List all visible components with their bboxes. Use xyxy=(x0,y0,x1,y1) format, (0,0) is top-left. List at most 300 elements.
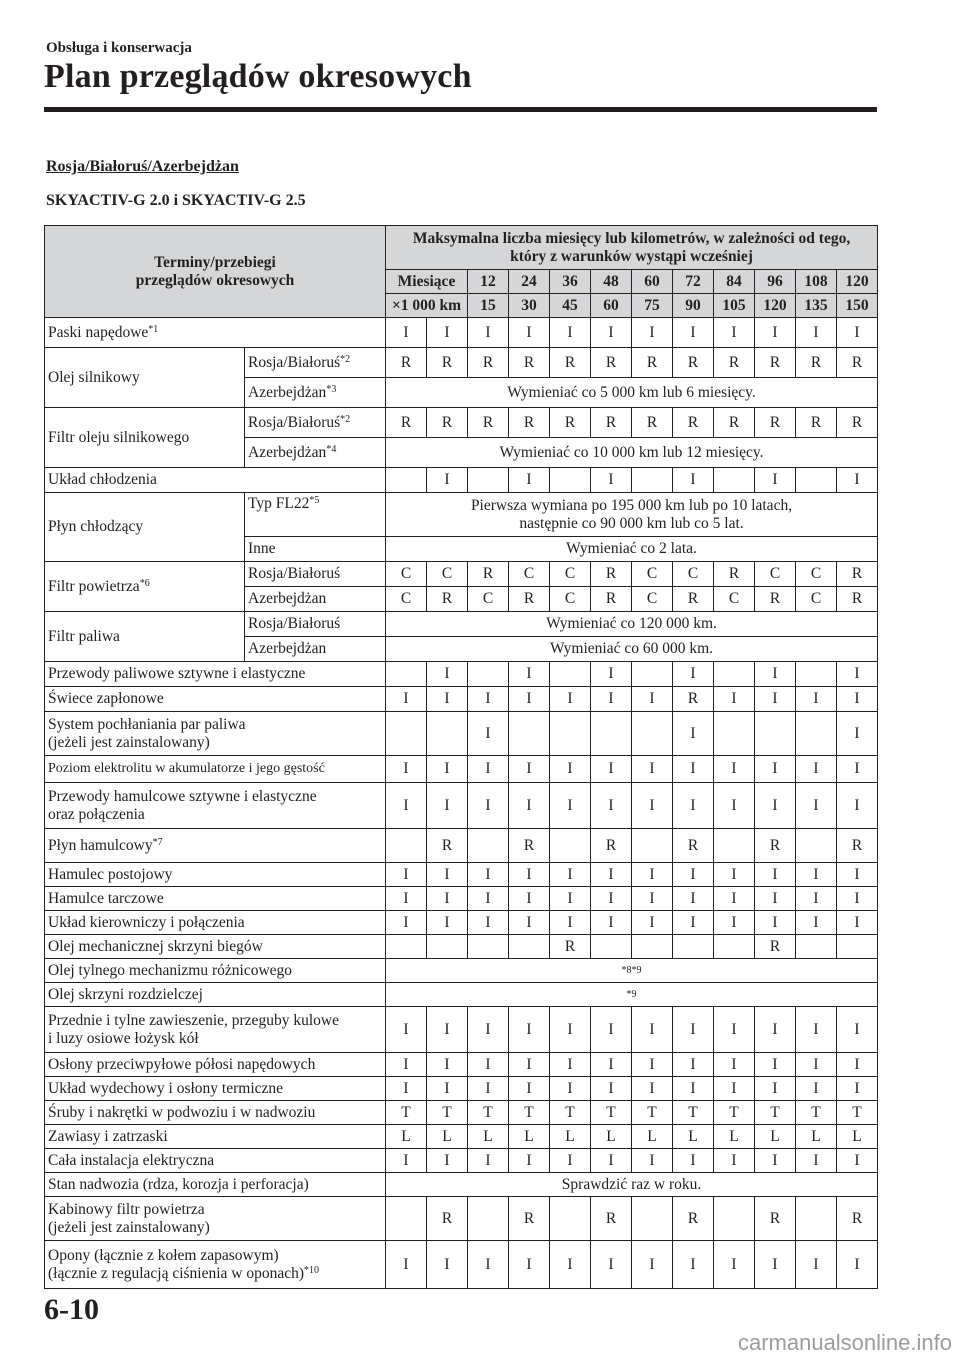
schedule-cell: I xyxy=(837,468,878,493)
schedule-cell: I xyxy=(837,1053,878,1077)
schedule-cell: T xyxy=(837,1101,878,1125)
schedule-cell: R xyxy=(755,829,796,863)
schedule-cell: I xyxy=(837,1241,878,1289)
schedule-cell: L xyxy=(386,1125,427,1149)
item-label: Filtr powietrza$^{*6}$ xyxy=(45,562,245,612)
schedule-cell: L xyxy=(755,1125,796,1149)
months-label: Miesiące xyxy=(386,270,468,294)
schedule-cell: I xyxy=(386,318,427,348)
schedule-cell xyxy=(714,935,755,959)
schedule-cell xyxy=(386,1197,427,1241)
schedule-cell: R xyxy=(673,348,714,378)
schedule-cell: R xyxy=(427,348,468,378)
schedule-cell: L xyxy=(837,1125,878,1149)
schedule-cell: I xyxy=(837,1149,878,1173)
schedule-cell: C xyxy=(386,562,427,587)
schedule-cell: I xyxy=(796,318,837,348)
schedule-cell: R xyxy=(591,562,632,587)
schedule-cell: I xyxy=(632,863,673,887)
schedule-cell: I xyxy=(755,911,796,935)
table-row xyxy=(45,1077,878,1101)
schedule-cell: I xyxy=(755,863,796,887)
schedule-cell: R xyxy=(509,348,550,378)
schedule-cell: R xyxy=(386,408,427,438)
schedule-cell: 96 xyxy=(755,270,796,294)
schedule-cell: I xyxy=(427,783,468,829)
schedule-cell xyxy=(632,712,673,756)
schedule-cell: I xyxy=(509,468,550,493)
schedule-cell: I xyxy=(755,468,796,493)
schedule-cell: 60 xyxy=(632,270,673,294)
schedule-cell: R xyxy=(755,348,796,378)
schedule-cell: I xyxy=(755,783,796,829)
schedule-cell: I xyxy=(591,1149,632,1173)
schedule-cell xyxy=(468,1197,509,1241)
schedule-cell: T xyxy=(550,1101,591,1125)
schedule-cell xyxy=(386,829,427,863)
schedule-cell: L xyxy=(468,1125,509,1149)
schedule-cell: I xyxy=(509,1053,550,1077)
schedule-cell: 15 xyxy=(468,294,509,318)
table-row xyxy=(45,493,878,537)
schedule-cell: L xyxy=(796,1125,837,1149)
schedule-cell: I xyxy=(427,318,468,348)
schedule-cell: 90 xyxy=(673,294,714,318)
schedule-cell: I xyxy=(755,318,796,348)
schedule-cell: I xyxy=(591,468,632,493)
schedule-cell: R xyxy=(509,408,550,438)
schedule-cell: I xyxy=(550,1149,591,1173)
schedule-cell: I xyxy=(427,662,468,687)
sub-label: Azerbejdżan xyxy=(245,637,386,662)
table-row xyxy=(45,983,878,1007)
schedule-cell: I xyxy=(386,783,427,829)
header-row-max xyxy=(45,226,878,270)
schedule-cell: R xyxy=(468,408,509,438)
schedule-cell: I xyxy=(796,783,837,829)
schedule-cell: I xyxy=(591,1053,632,1077)
item-label: Olej tylnego mechanizmu różnicowego xyxy=(45,959,386,983)
schedule-cell: I xyxy=(550,1241,591,1289)
schedule-cell: 30 xyxy=(509,294,550,318)
table-row xyxy=(45,1053,878,1077)
schedule-cell xyxy=(837,935,878,959)
footnote-mark: *1 xyxy=(148,323,159,335)
span-text: Wymieniać co 2 lata. xyxy=(386,537,878,562)
schedule-cell: I xyxy=(468,911,509,935)
schedule-cell: I xyxy=(714,1149,755,1173)
schedule-cell: I xyxy=(509,1241,550,1289)
schedule-cell: I xyxy=(427,756,468,783)
schedule-cell: R xyxy=(468,562,509,587)
schedule-cell: I xyxy=(796,687,837,712)
table-row xyxy=(45,783,878,829)
schedule-cell: I xyxy=(837,318,878,348)
sub-label: Rosja/Białoruś$^{*2}$ xyxy=(245,348,386,378)
schedule-cell: I xyxy=(509,783,550,829)
schedule-cell: C xyxy=(755,562,796,587)
schedule-cell: R xyxy=(714,408,755,438)
title-rule xyxy=(44,107,877,112)
schedule-cell: R xyxy=(714,348,755,378)
schedule-cell: I xyxy=(837,662,878,687)
schedule-cell xyxy=(468,829,509,863)
schedule-cell: R xyxy=(509,829,550,863)
schedule-cell: R xyxy=(632,348,673,378)
schedule-cell: 120 xyxy=(837,270,878,294)
item-label: Układ wydechowy i osłony termiczne xyxy=(45,1077,386,1101)
table-row xyxy=(45,1149,878,1173)
schedule-cell: R xyxy=(673,829,714,863)
footnote-mark: *2 xyxy=(340,353,351,365)
schedule-cell: 75 xyxy=(632,294,673,318)
schedule-cell xyxy=(386,935,427,959)
table-row xyxy=(45,318,878,348)
schedule-cell: R xyxy=(796,348,837,378)
schedule-cell: 150 xyxy=(837,294,878,318)
schedule-cell: 45 xyxy=(550,294,591,318)
schedule-cell: R xyxy=(591,1197,632,1241)
item-label: System pochłaniania par paliwa (jeżeli jest zainstalowany) xyxy=(45,712,386,756)
item-label: Poziom elektrolitu w akumulatorze i jego gęstość xyxy=(45,756,386,783)
schedule-cell: I xyxy=(427,911,468,935)
schedule-cell: T xyxy=(673,1101,714,1125)
schedule-cell: I xyxy=(550,318,591,348)
schedule-cell: I xyxy=(591,887,632,911)
item-label: Olej skrzyni rozdzielczej xyxy=(45,983,386,1007)
item-label: Zawiasy i zatrzaski xyxy=(45,1125,386,1149)
schedule-cell: R xyxy=(386,348,427,378)
schedule-cell xyxy=(386,662,427,687)
schedule-cell: I xyxy=(550,911,591,935)
schedule-cell: 72 xyxy=(673,270,714,294)
schedule-cell: I xyxy=(427,863,468,887)
schedule-cell: I xyxy=(386,756,427,783)
watermark: carmanualsonline.info xyxy=(737,1330,952,1355)
schedule-cell: 120 xyxy=(755,294,796,318)
item-label: Stan nadwozia (rdza, korozja i perforacja) xyxy=(45,1173,386,1197)
schedule-cell: I xyxy=(755,662,796,687)
schedule-cell: I xyxy=(755,887,796,911)
schedule-cell: I xyxy=(550,1007,591,1053)
schedule-cell: I xyxy=(632,911,673,935)
schedule-cell: C xyxy=(550,587,591,612)
schedule-cell: I xyxy=(550,756,591,783)
item-label: Płyn hamulcowy$^{*7}$ xyxy=(45,829,386,863)
sub-label: Azerbejdżan$^{*4}$ xyxy=(245,438,386,468)
schedule-cell: I xyxy=(427,468,468,493)
schedule-cell: I xyxy=(755,1007,796,1053)
table-row xyxy=(45,348,878,378)
schedule-cell: I xyxy=(550,1053,591,1077)
schedule-cell: I xyxy=(632,1077,673,1101)
schedule-cell: I xyxy=(673,712,714,756)
item-label: Cała instalacja elektryczna xyxy=(45,1149,386,1173)
corner-label-line1: Terminy/przebiegi xyxy=(154,253,276,271)
schedule-cell: I xyxy=(796,1241,837,1289)
schedule-cell: I xyxy=(427,1241,468,1289)
item-label: Olej silnikowy xyxy=(45,348,245,408)
schedule-cell: I xyxy=(755,756,796,783)
schedule-cell: I xyxy=(837,687,878,712)
max-header-cell xyxy=(386,226,878,270)
schedule-cell: C xyxy=(468,587,509,612)
schedule-cell xyxy=(632,829,673,863)
schedule-cell: L xyxy=(427,1125,468,1149)
schedule-cell: I xyxy=(714,1053,755,1077)
schedule-cell: R xyxy=(837,1197,878,1241)
schedule-cell: I xyxy=(386,1007,427,1053)
table-row xyxy=(45,935,878,959)
schedule-cell: I xyxy=(632,1149,673,1173)
sub-label: Rosja/Białoruś xyxy=(245,562,386,587)
schedule-cell: T xyxy=(427,1101,468,1125)
span-text-line2: następnie co 90 000 km lub co 5 lat. xyxy=(519,514,744,532)
schedule-cell: I xyxy=(386,687,427,712)
schedule-cell xyxy=(468,662,509,687)
schedule-cell: 12 xyxy=(468,270,509,294)
schedule-cell xyxy=(796,662,837,687)
schedule-cell: R xyxy=(755,935,796,959)
schedule-cell: I xyxy=(427,1053,468,1077)
item-label: Płyn chłodzący xyxy=(45,493,245,562)
schedule-cell: I xyxy=(468,1241,509,1289)
footnote-mark: *2 xyxy=(340,413,351,425)
schedule-cell: I xyxy=(796,1077,837,1101)
schedule-cell: 135 xyxy=(796,294,837,318)
item-label: Przewody paliwowe sztywne i elastyczne xyxy=(45,662,386,687)
schedule-cell: I xyxy=(837,783,878,829)
schedule-cell: T xyxy=(632,1101,673,1125)
item-label: Świece zapłonowe xyxy=(45,687,386,712)
schedule-cell: I xyxy=(755,1149,796,1173)
schedule-cell: C xyxy=(796,562,837,587)
schedule-cell xyxy=(632,935,673,959)
schedule-cell xyxy=(591,712,632,756)
sub-label: Rosja/Białoruś xyxy=(245,612,386,637)
footnote-mark: *6 xyxy=(139,577,150,589)
schedule-cell: I xyxy=(796,1007,837,1053)
schedule-cell: I xyxy=(509,687,550,712)
schedule-cell: I xyxy=(468,887,509,911)
schedule-cell: I xyxy=(427,1077,468,1101)
schedule-cell: R xyxy=(550,935,591,959)
schedule-cell: T xyxy=(468,1101,509,1125)
schedule-cell: C xyxy=(632,587,673,612)
schedule-cell xyxy=(755,712,796,756)
schedule-cell: I xyxy=(673,863,714,887)
schedule-cell xyxy=(714,662,755,687)
schedule-cell: 108 xyxy=(796,270,837,294)
schedule-cell: L xyxy=(509,1125,550,1149)
item-label: Układ kierowniczy i połączenia xyxy=(45,911,386,935)
schedule-cell xyxy=(427,935,468,959)
item-label: Przednie i tylne zawieszenie, przeguby kulowe i luzy osiowe łożysk kół xyxy=(45,1007,386,1053)
schedule-cell: R xyxy=(591,587,632,612)
item-label: Filtr oleju silnikowego xyxy=(45,408,245,468)
schedule-cell: R xyxy=(427,829,468,863)
schedule-cell: I xyxy=(714,1007,755,1053)
footnote-mark: *3 xyxy=(326,383,337,395)
schedule-cell: I xyxy=(837,863,878,887)
schedule-cell: R xyxy=(673,1197,714,1241)
schedule-cell: 84 xyxy=(714,270,755,294)
span-text: Sprawdzić raz w roku. xyxy=(386,1173,878,1197)
table-row xyxy=(45,408,878,438)
item-label: Przewody hamulcowe sztywne i elastyczne oraz połączenia xyxy=(45,783,386,829)
table-row xyxy=(45,562,878,587)
schedule-cell: R xyxy=(591,408,632,438)
schedule-cell: I xyxy=(837,712,878,756)
schedule-cell: I xyxy=(550,783,591,829)
schedule-cell: R xyxy=(632,408,673,438)
schedule-cell: 60 xyxy=(591,294,632,318)
km-label: ×1 000 km xyxy=(386,294,468,318)
schedule-cell: I xyxy=(468,1149,509,1173)
schedule-cell: I xyxy=(632,756,673,783)
span-text: Wymieniać co 5 000 km lub 6 miesięcy. xyxy=(386,378,878,408)
table-row xyxy=(45,1173,878,1197)
schedule-cell: R xyxy=(673,408,714,438)
schedule-cell: R xyxy=(550,348,591,378)
schedule-cell xyxy=(550,829,591,863)
schedule-cell: I xyxy=(427,1149,468,1173)
table-row xyxy=(45,687,878,712)
footnote-mark: *5 xyxy=(309,495,320,506)
table-row xyxy=(45,468,878,493)
schedule-cell: R xyxy=(714,562,755,587)
page-title: Plan przeglądów okresowych xyxy=(44,58,472,95)
page-number: 6-10 xyxy=(44,1293,99,1326)
table-row xyxy=(45,1007,878,1053)
table-row xyxy=(45,612,878,637)
schedule-cell xyxy=(632,1197,673,1241)
schedule-cell: C xyxy=(427,562,468,587)
schedule-cell: I xyxy=(673,1053,714,1077)
schedule-cell: I xyxy=(837,887,878,911)
schedule-cell: C xyxy=(509,562,550,587)
schedule-cell: I xyxy=(837,911,878,935)
schedule-cell: I xyxy=(714,783,755,829)
schedule-cell: I xyxy=(468,712,509,756)
schedule-cell: I xyxy=(386,1149,427,1173)
span-text xyxy=(386,493,878,537)
sub-label: Azerbejdżan$^{*3}$ xyxy=(245,378,386,408)
schedule-cell: I xyxy=(468,783,509,829)
schedule-cell: I xyxy=(632,1053,673,1077)
schedule-cell: I xyxy=(591,1007,632,1053)
item-label: Hamulec postojowy xyxy=(45,863,386,887)
item-label: Hamulce tarczowe xyxy=(45,887,386,911)
schedule-cell: I xyxy=(591,783,632,829)
schedule-cell: I xyxy=(796,887,837,911)
schedule-cell xyxy=(509,712,550,756)
schedule-cell: R xyxy=(673,587,714,612)
schedule-cell xyxy=(714,829,755,863)
schedule-cell: I xyxy=(550,1077,591,1101)
schedule-cell: I xyxy=(468,756,509,783)
schedule-cell xyxy=(468,468,509,493)
schedule-cell: I xyxy=(632,687,673,712)
schedule-cell: I xyxy=(714,1241,755,1289)
schedule-cell: I xyxy=(468,1077,509,1101)
schedule-cell: R xyxy=(755,1197,796,1241)
schedule-cell xyxy=(673,935,714,959)
schedule-cell: I xyxy=(714,911,755,935)
schedule-cell: I xyxy=(427,887,468,911)
schedule-cell: I xyxy=(509,662,550,687)
schedule-cell: I xyxy=(591,911,632,935)
schedule-cell: L xyxy=(632,1125,673,1149)
schedule-cell: I xyxy=(386,1053,427,1077)
table-row xyxy=(45,1241,878,1289)
sub-label: Inne xyxy=(245,537,386,562)
schedule-cell: R xyxy=(837,587,878,612)
item-label: Filtr paliwa xyxy=(45,612,245,662)
schedule-cell xyxy=(796,468,837,493)
schedule-cell: I xyxy=(591,1241,632,1289)
section-label: Obsługa i konserwacja xyxy=(46,40,192,56)
schedule-cell: R xyxy=(509,1197,550,1241)
schedule-cell: R xyxy=(837,348,878,378)
schedule-cell: I xyxy=(837,1007,878,1053)
schedule-cell: I xyxy=(509,1077,550,1101)
corner-label-line2: przeglądów okresowych xyxy=(135,271,295,289)
schedule-cell: R xyxy=(509,587,550,612)
schedule-cell: I xyxy=(796,756,837,783)
schedule-cell: I xyxy=(632,1007,673,1053)
schedule-cell xyxy=(796,1197,837,1241)
schedule-cell: R xyxy=(837,408,878,438)
item-label: Opony (łącznie z kołem zapasowym) (łącznie z regulacją ciśnienia w oponach)$^{*10}$ xyxy=(45,1241,386,1289)
schedule-cell xyxy=(509,935,550,959)
schedule-cell xyxy=(714,1197,755,1241)
schedule-cell: R xyxy=(591,348,632,378)
footnote-span-cell: *9 xyxy=(386,983,878,1007)
table-row xyxy=(45,712,878,756)
schedule-cell xyxy=(550,1197,591,1241)
schedule-cell xyxy=(632,468,673,493)
schedule-cell xyxy=(796,935,837,959)
schedule-cell: I xyxy=(550,863,591,887)
item-label: Układ chłodzenia xyxy=(45,468,386,493)
schedule-cell: L xyxy=(714,1125,755,1149)
schedule-cell: I xyxy=(673,318,714,348)
schedule-cell: I xyxy=(468,687,509,712)
schedule-cell: C xyxy=(386,587,427,612)
schedule-cell: R xyxy=(550,408,591,438)
schedule-cell: I xyxy=(714,1077,755,1101)
schedule-cell: I xyxy=(591,318,632,348)
schedule-cell: I xyxy=(837,756,878,783)
footnote-mark: *7 xyxy=(152,836,163,848)
schedule-cell: R xyxy=(427,1197,468,1241)
schedule-cell: I xyxy=(837,1077,878,1101)
schedule-cell: 105 xyxy=(714,294,755,318)
schedule-cell: L xyxy=(591,1125,632,1149)
schedule-cell: R xyxy=(755,587,796,612)
schedule-cell xyxy=(468,935,509,959)
schedule-cell: I xyxy=(509,1149,550,1173)
schedule-cell: I xyxy=(673,911,714,935)
schedule-cell: C xyxy=(632,562,673,587)
schedule-cell: I xyxy=(673,468,714,493)
schedule-cell: I xyxy=(673,1007,714,1053)
schedule-cell: I xyxy=(673,662,714,687)
schedule-cell: I xyxy=(550,687,591,712)
schedule-cell xyxy=(550,468,591,493)
schedule-cell: I xyxy=(386,911,427,935)
